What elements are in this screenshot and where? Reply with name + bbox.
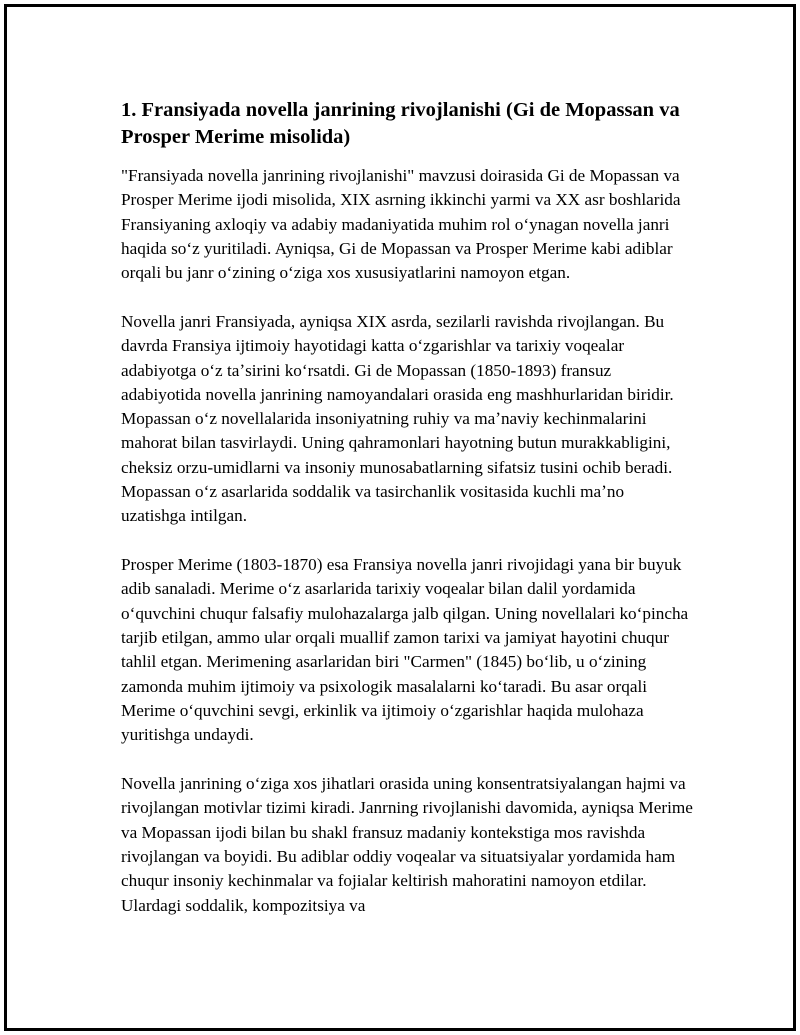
document-page — [4, 4, 796, 1031]
paragraph-1: "Fransiyada novella janrining rivojlanishi" mavzusi doirasida Gi de Mopassan va Prosper Merime ijodi misolida, XIX asrning ikkinchi yarmi va XX asr boshlarida Fransiyaning axloqiy va adabiy madaniyatida muhim rol oʻynagan novella janri haqida soʻz yuritiladi. Ayniqsa, Gi de Mopassan va Prosper Merime kabi adiblar orqali bu janr oʻzining oʻziga xos xususiyatlarini namoyon etgan. — [121, 166, 681, 283]
paragraph-4: Novella janrining oʻziga xos jihatlari orasida uning konsentratsiyalangan hajmi va rivojlangan motivlar tizimi kiradi. Janrning rivojlanishi davomida, ayniqsa Merime va Mopassan ijodi bilan bu shakl fransuz madaniy kontekstiga mos ravishda rivojlangan va boyidi. Bu adiblar oddiy voqealar va situatsiyalar yordamida ham chuqur insoniy kechinmalar va fojialar keltirish mahoratini namoyon etdilar. Ulardagi soddalik, kompozitsiya va — [121, 774, 693, 915]
section-title: 1. Fransiyada novella janrining rivojlanishi (Gi de Mopassan va Prosper Merime misolida) — [121, 99, 680, 148]
paragraph-2: Novella janri Fransiyada, ayniqsa XIX asrda, sezilarli ravishda rivojlangan. Bu davrda Fransiya ijtimoiy hayotidagi katta oʻzgarishlar va tarixiy voqealar adabiyotga oʻz taʼsirini koʻrsatdi. Gi de Mopassan (1850-1893) fransuz adabiyotida novella janrining namoyandalari orasida eng mashhurlaridan biridir. Mopassan oʻz novellalarida insoniyatning ruhiy va maʼnaviy kechinmalarini mahorat bilan tasvirlaydi. Uning qahramonlari hayotning butun murakkabligini, cheksiz orzu-umidlarni va insoniy munosabatlarning sifatsiz tusini ochib beradi. Mopassan oʻz asarlarida soddalik va tasirchanlik vositasida kuchli maʼno uzatishga intilgan. — [121, 311, 674, 526]
document-body — [121, 97, 693, 942]
paragraph-3: Prosper Merime (1803-1870) esa Fransiya novella janri rivojidagi yana bir buyuk adib sanaladi. Merime oʻz asarlarida tarixiy voqealar bilan dalil yordamida oʻquvchini chuqur falsafiy mulohazalarga jalb qilgan. Uning novellalari koʻpincha tarjib etilgan, ammo ular orqali muallif zamon tarixi va jamiyat hayotini chuqur tahlil etgan. Merimening asarlaridan biri "Carmen" (1845) boʻlib, u oʻzining zamonda muhim ijtimoiy va psixologik masalalarni koʻtaradi. Bu asar orqali Merime oʻquvchini sevgi, erkinlik va ijtimoiy oʻzgarishlar haqida mulohaza yuritishga undaydi. — [121, 555, 689, 745]
